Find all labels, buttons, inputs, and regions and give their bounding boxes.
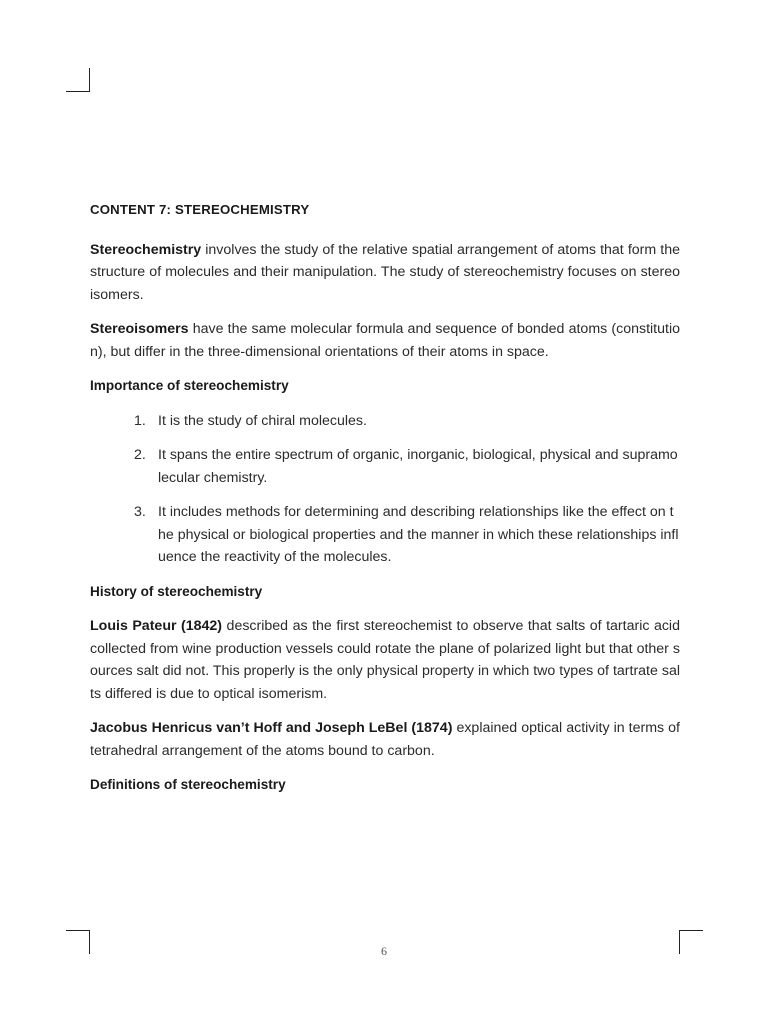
definition-text: have the same molecular formula and sequence of bonded atoms (constitution), but differ in the three-dimensional orientations of their atoms in space. bbox=[90, 321, 680, 360]
paragraph-stereoisomers bbox=[90, 318, 680, 363]
page-content bbox=[90, 199, 680, 809]
term-louis-pateur: Louis Pateur (1842) bbox=[90, 618, 223, 634]
section-heading-importance: Importance of stereochemistry bbox=[90, 378, 289, 393]
paragraph-stereochemistry bbox=[90, 239, 680, 307]
paragraph-vant-hoff bbox=[90, 717, 680, 762]
history-text: described as the first stereochemist to observe that salts of tartaric acid collected from wine production vessels could rotate the plane of polarized light but that other sources salt did not. This properly is the only physical property in which two types of tartrate salts differed is due to optical isomerism. bbox=[90, 618, 680, 702]
list-item bbox=[90, 410, 680, 433]
list-number: 2. bbox=[134, 447, 146, 463]
list-number: 1. bbox=[134, 412, 146, 429]
term-stereochemistry: Stereochemistry bbox=[90, 241, 202, 258]
history-text: explained optical activity in terms of tetrahedral arrangement of the atoms bound to carbon. bbox=[90, 720, 680, 759]
list-item-text: It spans the entire spectrum of organic, inorganic, biological, physical and supramolecular chemistry. bbox=[158, 447, 678, 486]
crop-mark-top-left bbox=[89, 68, 90, 92]
paragraph-pasteur bbox=[90, 615, 680, 705]
term-vant-hoff-lebel: Jacobus Henricus van’t Hoff and Joseph LeBel (1874) bbox=[90, 720, 453, 736]
page-number: 6 bbox=[381, 944, 387, 958]
list-item-text: It includes methods for determining and describing relationships like the effect on the physical or biological properties and the manner in which these relationships influence the reactivity of the molecules. bbox=[158, 504, 679, 565]
crop-mark-top-left bbox=[66, 91, 90, 92]
term-stereoisomers: Stereoisomers bbox=[90, 321, 189, 337]
crop-mark-bottom-right bbox=[679, 930, 703, 931]
importance-list bbox=[90, 410, 680, 569]
page-title: CONTENT 7: STEREOCHEMISTRY bbox=[90, 202, 310, 217]
list-item-text: It is the study of chiral molecules. bbox=[158, 412, 367, 429]
list-item bbox=[90, 444, 680, 489]
list-item bbox=[90, 501, 680, 569]
crop-mark-bottom-left bbox=[66, 930, 90, 931]
list-number: 3. bbox=[134, 504, 146, 520]
section-heading-definitions: Definitions of stereochemistry bbox=[90, 777, 286, 792]
definition-text: involves the study of the relative spatial arrangement of atoms that form the structure of molecules and their manipulation. The study of stereochemistry focuses on stereoisomers. bbox=[90, 241, 680, 303]
section-heading-history: History of stereochemistry bbox=[90, 583, 263, 599]
